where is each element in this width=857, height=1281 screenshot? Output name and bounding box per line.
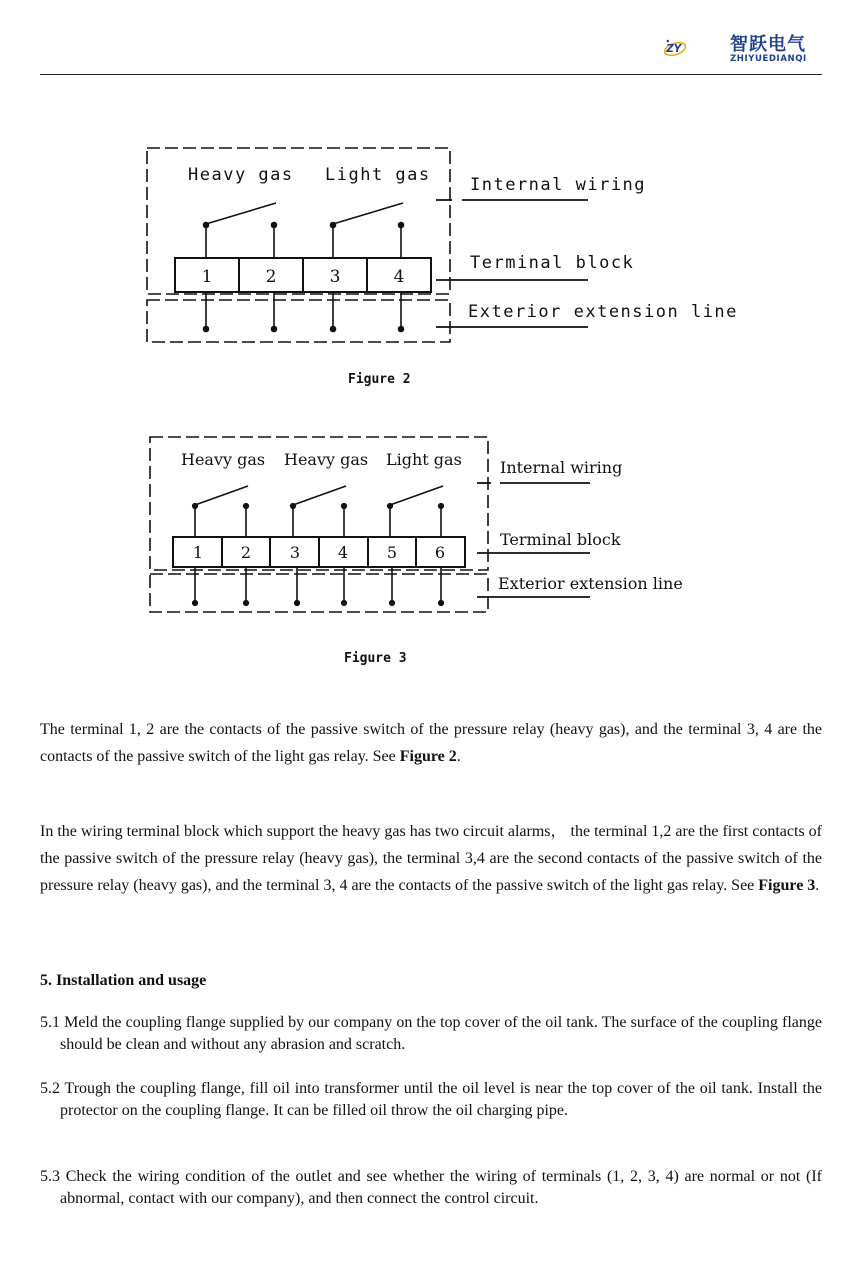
relay-label-heavy-gas-1: Heavy gas bbox=[181, 450, 266, 469]
step-5-3: 5.3 Check the wiring condition of the outlet and see whether the wiring of terminals (1, 2, 3, 4) are normal or not (If abnormal, contact with our company), and then connect the control circuit. bbox=[40, 1168, 822, 1207]
figure-2-caption: Figure 2 bbox=[348, 372, 411, 387]
step-5-2: 5.2 Trough the coupling flange, fill oil into transformer until the oil level is near the top cover of the oil tank. Install the protector on the coupling flange. It can be filled oil throw the oil charging pipe. bbox=[40, 1080, 822, 1119]
paragraph-figure-2: The terminal 1, 2 are the contacts of the passive switch of the pressure relay (heavy gas), and the terminal 3, 4 are the contacts of the passive switch of the light gas relay. See Figure 2. bbox=[40, 721, 822, 765]
terminal-5: 5 bbox=[386, 543, 398, 562]
terminal-4: 4 bbox=[337, 543, 349, 562]
paragraph-figure-3: In the wiring terminal block which support the heavy gas has two circuit alarms， the terminal 1,2 are the first contacts of the passive switch of the pressure relay (heavy gas), the terminal 3,4 are the second contacts of the passive switch of the pressure relay (heavy gas), and the terminal 3, 4 are the contacts of the passive switch of the light gas relay. See Figure 3. bbox=[40, 823, 822, 894]
relay-label-light-gas: Light gas bbox=[386, 450, 462, 469]
figure-3-caption: Figure 3 bbox=[344, 651, 407, 666]
relay-label-heavy-gas-2: Heavy gas bbox=[284, 450, 369, 469]
callout-terminal-block: Terminal block bbox=[500, 530, 621, 549]
brand-name-cn: 智跃电气 bbox=[730, 34, 806, 55]
terminal-block bbox=[173, 537, 465, 567]
callout-exterior-extension: Exterior extension line bbox=[498, 574, 683, 593]
callout-exterior-extension: Exterior extension line bbox=[468, 302, 738, 322]
section-title: 5. Installation and usage bbox=[40, 972, 207, 989]
relay-label-heavy-gas: Heavy gas bbox=[188, 165, 294, 185]
terminal-1: 1 bbox=[201, 267, 213, 287]
callout-internal-wiring: Internal wiring bbox=[470, 175, 647, 195]
figure-3-diagram bbox=[0, 0, 857, 640]
terminal-2: 2 bbox=[240, 543, 252, 562]
logo-mark: ZY bbox=[666, 43, 682, 56]
terminal-6: 6 bbox=[434, 543, 446, 562]
terminal-3: 3 bbox=[289, 543, 301, 562]
relay-label-light-gas: Light gas bbox=[325, 165, 431, 185]
terminal-4: 4 bbox=[393, 267, 405, 287]
figure-3-reference: Figure 3 bbox=[758, 877, 816, 894]
callout-terminal-block: Terminal block bbox=[470, 253, 635, 273]
callout-internal-wiring: Internal wiring bbox=[500, 458, 623, 477]
terminal-2: 2 bbox=[265, 267, 277, 287]
figure-2-reference: Figure 2 bbox=[399, 748, 457, 765]
terminal-3: 3 bbox=[329, 267, 341, 287]
exterior-extension-box bbox=[150, 574, 488, 612]
terminal-1: 1 bbox=[192, 543, 204, 562]
brand-name-en: ZHIYUEDIANQI bbox=[730, 54, 807, 64]
step-5-1: 5.1 Meld the coupling flange supplied by our company on the top cover of the oil tank. The surface of the coupling flange should be clean and without any abrasion and scratch. bbox=[40, 1014, 822, 1053]
